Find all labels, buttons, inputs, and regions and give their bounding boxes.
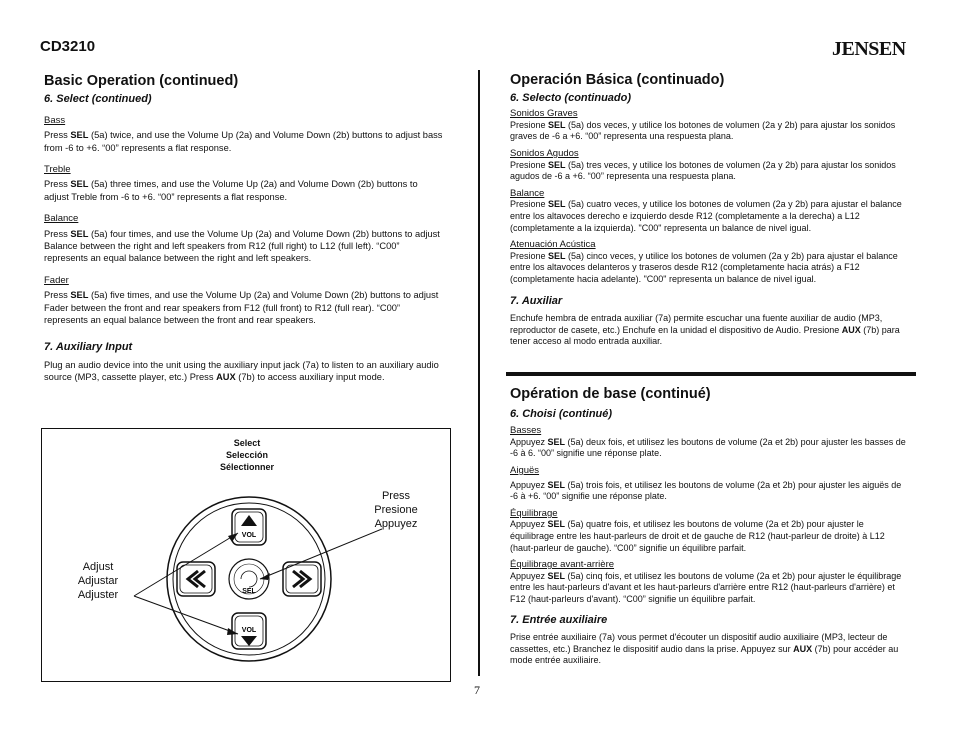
page-number: 7 bbox=[474, 683, 480, 697]
control-knob-illustration bbox=[42, 429, 450, 681]
fr-balance-text: Appuyez SEL (5a) quatre fois, et utilisez les boutons de volume (2a et 2b) pour ajuster le équilibrage entre les haut-parleurs de droit et de gauche de R12 (haut-parleur de droite) à L12 (haut-parleur de gauche). “C00” signifie un équilibre parfait. bbox=[510, 519, 885, 553]
vol-down-label: VOL bbox=[241, 627, 257, 634]
balance-text: Press SEL (5a) four times, and use the Volume Up (2a) and Volume Down (2b) buttons to adjust Balance between the right and left speakers from R12 (full right) to L12 (full left). “C00” represents an equal balance between the right and left speakers. bbox=[44, 228, 440, 264]
es-aux-title: 7. Auxiliar bbox=[510, 294, 563, 307]
brand-logo: JENSEN bbox=[832, 38, 906, 60]
fader-text: Press SEL (5a) five times, and use the Volume Up (2a) and Volume Down (2b) buttons to adjust Fader between the front and rear speakers from F12 (full front) to R12 (full rear). “C00” represents an equal balance between the front and rear speakers. bbox=[44, 290, 439, 326]
adjust-label: Adjust Adjustar Adjuster bbox=[77, 561, 119, 601]
spanish-title: Operación Básica (continuado) bbox=[510, 72, 725, 88]
volume-up-button[interactable] bbox=[232, 509, 266, 545]
column-divider bbox=[478, 70, 480, 676]
model-number: CD3210 bbox=[40, 38, 96, 55]
press-label: Press Presione Appuyez bbox=[374, 490, 418, 530]
fader-heading: Fader bbox=[44, 274, 69, 286]
select-label: Select Selección Sélectionner bbox=[219, 438, 275, 472]
control-figure bbox=[41, 428, 451, 682]
french-select-title: 6. Choisi (continué) bbox=[510, 407, 613, 420]
es-bass-heading: Sonidos Graves bbox=[510, 108, 578, 120]
english-title: Basic Operation (continued) bbox=[44, 73, 239, 89]
es-treble-text: Presione SEL (5a) tres veces, y utilice los botones de volumen (2a y 2b) para ajustar los sonidos agudos de -6 a +6. “00” representa una respuesta plana. bbox=[510, 159, 896, 182]
es-bass-text: Presione SEL (5a) dos veces, y utilice los botones de volumen (2a y 2b) para ajustar los sonidos graves de -6 a +6. “00” representa una respuesta plana. bbox=[510, 119, 896, 142]
french-section bbox=[510, 386, 910, 667]
fr-treble-text: Appuyez SEL (5a) trois fois, et utilisez les boutons de volume (2a et 2b) pour ajuster les aiguës de -6 à +6. “00” signifie une réponse plate. bbox=[510, 479, 902, 502]
treble-text: Press SEL (5a) three times, and use the Volume Up (2a) and Volume Down (2b) buttons to adjust Treble from -6 to +6. “00” represents a flat response. bbox=[44, 179, 418, 202]
es-fader-text: Presione SEL (5a) cinco veces, y utilice los botones de volumen (2a y 2b) para ajustar el balance entre los altavoces delanteros y traseros desde R12 (completamente hacia atrás) a F12 (completamente hacia adelante). "C00" representa un balance de nivel igual. bbox=[510, 250, 898, 284]
vol-up-label: VOL bbox=[241, 532, 257, 539]
spanish-select-title: 6. Selecto (continuado) bbox=[510, 91, 632, 104]
volume-down-button[interactable] bbox=[232, 613, 266, 649]
fr-fader-heading: Équilibrage avant-arrière bbox=[510, 559, 615, 571]
aux-text: Plug an audio device into the unit using the auxiliary input jack (7a) to listen to an auxiliary audio source (MP3, cassette player, etc.) Press AUX (7b) to access auxiliary input mode. bbox=[44, 359, 439, 383]
fr-aux-text: Prise entrée auxiliaire (7a) vous permet d'écouter un dispositif audio auxiliaire (MP3, lecteur de cassettes, etc.) Branchez le dispositif audio dans la prise. Appuyez sur AUX (7b) pour accéder au mode entrée auxiliaire. bbox=[510, 632, 899, 666]
french-title: Opération de base (continué) bbox=[510, 386, 711, 402]
sel-label: SEL bbox=[242, 588, 256, 595]
bass-heading: Bass bbox=[44, 114, 66, 126]
fr-bass-text: Appuyez SEL (5a) deux fois, et utilisez les boutons de volume (2a et 2b) pour ajuster les basses de -6 à 6. “00” signifie une réponse plate. bbox=[510, 436, 906, 459]
bass-text: Press SEL (5a) twice, and use the Volume Up (2a) and Volume Down (2b) buttons to adjust bass from -6 to +6. “00” represents a flat response. bbox=[44, 130, 443, 153]
fr-balance-heading: Équilibrage bbox=[510, 507, 558, 519]
es-treble-heading: Sonidos Agudos bbox=[510, 147, 579, 159]
treble-heading: Treble bbox=[44, 164, 71, 176]
adjust-pointer-down bbox=[134, 596, 238, 634]
fr-bass-heading: Basses bbox=[510, 425, 542, 437]
es-aux-text: Enchufe hembra de entrada auxiliar (7a) permite escuchar una fuente auxiliar de audio (MP3, reproductor de casete, etc.) Enchufe en la unidad el dispositivo de Audio. Presione AUX (7b) para tener acceso al modo entrada auxiliar. bbox=[510, 313, 900, 347]
fr-fader-text: Appuyez SEL (5a) cinq fois, et utilisez les boutons de volume (2a et 2b) pour ajuster le équilibrage entre les haut-parleurs d'avant et les haut-parleurs d'arrière entre R12 (haut-parleurs d'arrière) et F12 (haut-parleurs d'avant). “C00” signifie un équilibre parfait. bbox=[510, 570, 902, 604]
aux-title: 7. Auxiliary Input bbox=[44, 340, 133, 353]
fr-aux-title: 7. Entrée auxiliaire bbox=[510, 613, 608, 626]
english-select-title: 6. Select (continued) bbox=[44, 93, 152, 106]
spanish-section bbox=[510, 72, 910, 348]
es-balance-text: Presione SEL (5a) cuatro veces, y utilice los botones de volumen (2a y 2b) para ajustar el balance entre los altavoces derecho e izquierdo desde R12 (completamente a la derecha) a L12 (completamente a la izquierda). "C00" representa un balance de nivel igual. bbox=[510, 199, 902, 233]
es-fader-heading: Atenuación Acústica bbox=[510, 239, 596, 251]
es-balance-heading: Balance bbox=[510, 187, 545, 199]
fr-treble-heading: Aiguës bbox=[510, 464, 540, 476]
balance-heading: Balance bbox=[44, 213, 79, 225]
previous-button[interactable] bbox=[177, 562, 215, 596]
english-section bbox=[44, 75, 444, 384]
section-divider bbox=[506, 372, 916, 376]
